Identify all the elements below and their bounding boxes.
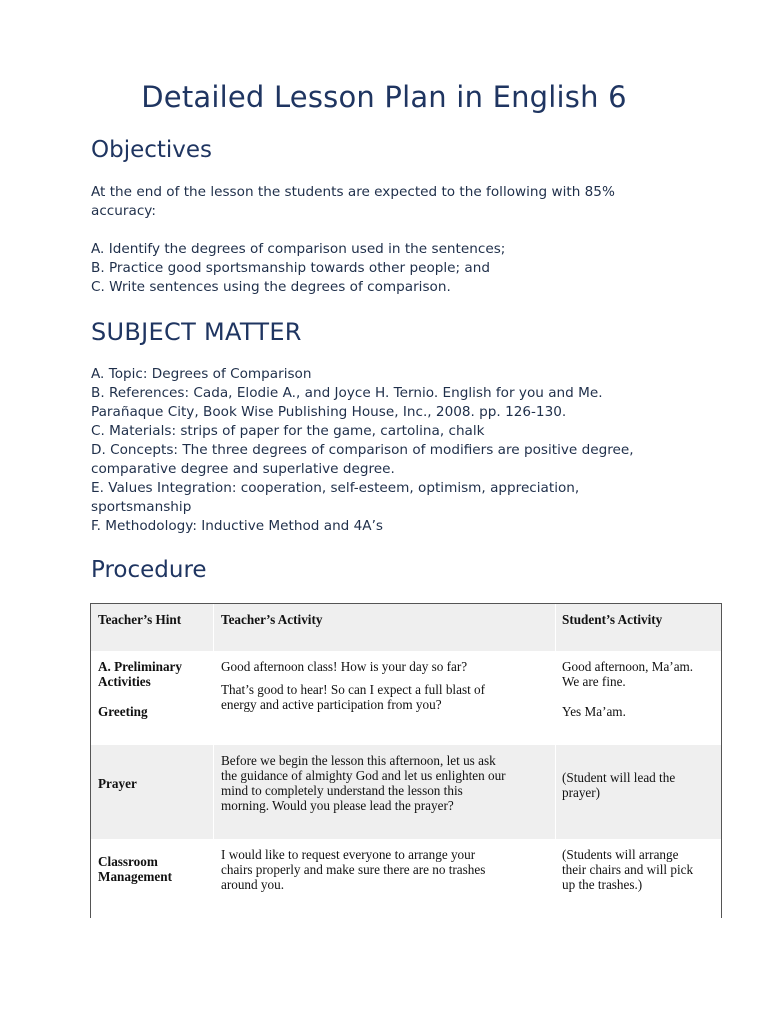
subject-line: A. Topic: Degrees of Comparison <box>91 366 312 382</box>
subject-line: F. Methodology: Inductive Method and 4A’s <box>91 518 383 534</box>
activity-line: We are fine. <box>562 674 626 689</box>
activity-line: their chairs and will pick <box>562 862 694 877</box>
header-teachers-hint: Teacher’s Hint <box>98 612 182 627</box>
subject-line: Parañaque City, Book Wise Publishing House, Inc., 2008. pp. 126-130. <box>91 404 567 420</box>
objective-item: B. Practice good sportsmanship towards other people; and <box>91 260 491 276</box>
text-line: At the end of the lesson the students are expected to the following with 85% <box>91 184 615 200</box>
student-activity-cell <box>562 847 717 892</box>
subject-line: E. Values Integration: cooperation, self-esteem, optimism, appreciation, <box>91 480 580 496</box>
subject-matter-heading: SUBJECT MATTER <box>91 318 302 346</box>
activity-line: I would like to request everyone to arrange your <box>221 847 476 862</box>
subject-line: B. References: Cada, Elodie A., and Joyce H. Ternio. English for you and Me. <box>91 385 603 401</box>
activity-line: up the trashes.) <box>562 877 643 892</box>
activity-line: the guidance of almighty God and let us enlighten our <box>221 768 506 783</box>
objectives-intro <box>91 183 681 221</box>
table-row <box>91 839 721 918</box>
activity-line: (Student will lead the <box>562 770 676 785</box>
activity-line: morning. Would you please lead the prayer? <box>221 798 454 813</box>
hint-line: Classroom <box>98 854 158 869</box>
table-row <box>91 651 721 745</box>
objective-item: A. Identify the degrees of comparison used in the sentences; <box>91 241 506 257</box>
teacher-activity-cell <box>221 753 551 813</box>
column-divider <box>555 604 556 918</box>
hint-line: A. Preliminary <box>98 659 182 674</box>
objectives-list <box>91 240 681 297</box>
activity-line: mind to completely understand the lesson this <box>221 783 463 798</box>
activity-line: energy and active participation from you? <box>221 697 442 712</box>
text-line: accuracy: <box>91 203 156 219</box>
document-title: Detailed Lesson Plan in English 6 <box>141 80 627 114</box>
student-activity-cell <box>562 659 717 719</box>
teacher-activity-cell <box>221 659 551 712</box>
activity-line: Good afternoon, Ma’am. <box>562 659 694 674</box>
student-activity-cell <box>562 770 717 800</box>
hint-cell: Prayer <box>98 776 137 791</box>
activity-line: (Students will arrange <box>562 847 679 862</box>
table-row <box>91 745 721 839</box>
teacher-activity-cell <box>221 847 551 892</box>
hint-line: Management <box>98 869 172 884</box>
hint-line: Activities <box>98 674 151 689</box>
hint-cell <box>98 854 213 884</box>
activity-line: Before we begin the lesson this afternoon, let us ask <box>221 753 496 768</box>
subject-line: comparative degree and superlative degree. <box>91 461 395 477</box>
procedure-heading: Procedure <box>91 557 207 583</box>
activity-line: around you. <box>221 877 284 892</box>
header-teachers-activity: Teacher’s Activity <box>221 612 323 627</box>
subject-line: sportsmanship <box>91 499 192 515</box>
activity-line: prayer) <box>562 785 601 800</box>
objectives-heading: Objectives <box>91 137 213 163</box>
objective-item: C. Write sentences using the degrees of comparison. <box>91 279 451 295</box>
header-students-activity: Student’s Activity <box>562 612 663 627</box>
hint-line: Greeting <box>98 704 148 719</box>
activity-line: Good afternoon class! How is your day so far? <box>221 659 468 674</box>
hint-cell <box>98 659 213 719</box>
column-divider <box>213 604 214 918</box>
activity-line: Yes Ma’am. <box>562 704 626 719</box>
subject-line: C. Materials: strips of paper for the game, cartolina, chalk <box>91 423 485 439</box>
activity-line: That’s good to hear! So can I expect a full blast of <box>221 682 486 697</box>
table-header-row <box>91 604 721 651</box>
activity-line: chairs properly and make sure there are no trashes <box>221 862 486 877</box>
procedure-table <box>90 603 722 918</box>
subject-line: D. Concepts: The three degrees of comparison of modifiers are positive degree, <box>91 442 634 458</box>
subject-matter-list <box>91 365 681 536</box>
